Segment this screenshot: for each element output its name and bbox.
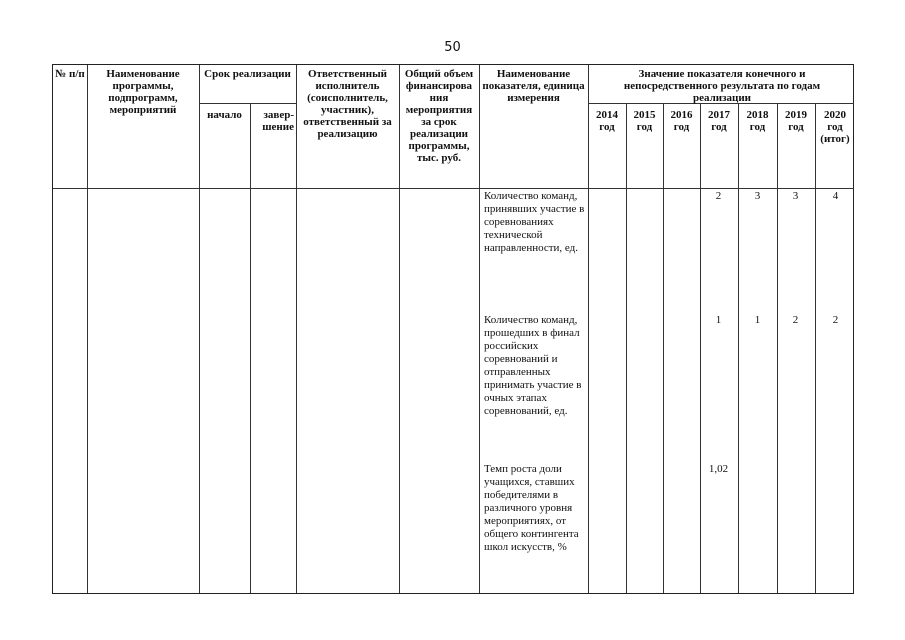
row-indicator: Количество команд, принявших участие в соревнованиях технической направленности, ед. — [484, 190, 585, 254]
header-year-2016: 2016 год — [670, 109, 693, 133]
header-year-2017: 2017 год — [708, 109, 730, 133]
header-year-2014: 2014 год — [596, 109, 618, 133]
header-bottom-divider — [53, 188, 854, 189]
col-divider — [479, 65, 480, 593]
col-divider — [399, 65, 400, 593]
header-year-2020: 2020 год (итог) — [820, 109, 850, 145]
col-divider — [663, 103, 664, 593]
col-divider — [777, 103, 778, 593]
header-year-2019: 2019 год — [785, 109, 807, 133]
row-divider — [199, 103, 296, 104]
header-year-2015: 2015 год — [633, 109, 656, 133]
row-value-2020: 4 — [832, 190, 839, 202]
col-divider — [87, 65, 88, 593]
header-name: Наименование программы, подпрограмм, мероприятий — [106, 68, 180, 116]
col-divider — [250, 103, 251, 593]
row-value-2019: 2 — [792, 314, 799, 326]
header-term-start: начало — [207, 109, 242, 121]
row-indicator: Темп роста доли учащихся, ставших победителями в различного уровня мероприятиях, от общего контингента школ искусств, % — [484, 463, 579, 553]
col-divider — [296, 65, 297, 593]
row-value-2018: 1 — [754, 314, 761, 326]
row-value-2020: 2 — [832, 314, 839, 326]
header-funding: Общий объем финансирова ния мероприятия за срок реализации программы, тыс. руб. — [404, 68, 474, 164]
row-value-2019: 3 — [792, 190, 799, 202]
header-term-end: завер-шение — [262, 109, 294, 133]
page-number: 50 — [444, 40, 461, 55]
header-indicator: Наименование показателя, единица измерения — [482, 68, 585, 104]
header-values-group: Значение показателя конечного и непосредственного результата по годам реализации — [623, 68, 821, 104]
col-divider — [738, 103, 739, 593]
row-value-2018: 3 — [754, 190, 761, 202]
header-executor: Ответственный исполнитель (соисполнитель, участник), ответственный за реализацию — [303, 68, 392, 140]
row-value-2017: 2 — [715, 190, 722, 202]
header-year-2018: 2018 год — [746, 109, 769, 133]
row-indicator: Количество команд, прошедших в финал российских соревнований и отправленных принимать участие в очных этапах соревнований, ед. — [484, 314, 582, 417]
header-num: № п/п — [55, 68, 85, 80]
col-divider — [588, 65, 589, 593]
col-divider — [626, 103, 627, 593]
row-value-2017: 1,02 — [708, 463, 729, 475]
header-term: Срок реализации — [204, 68, 291, 80]
indicator-table — [52, 64, 854, 594]
col-divider — [815, 103, 816, 593]
col-divider — [700, 103, 701, 593]
col-divider — [199, 65, 200, 593]
row-value-2017: 1 — [715, 314, 722, 326]
